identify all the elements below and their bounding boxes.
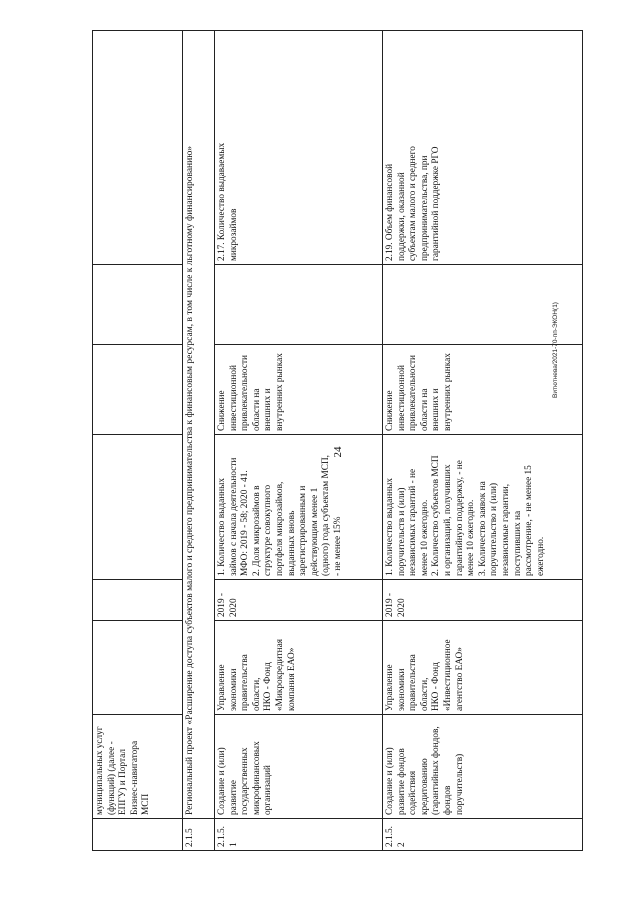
table-cell: муниципальных услуг (функций) (далее - ЕПГУ) и Портал Бизнес-навигатора МСП	[93, 715, 183, 819]
section-number: 2.1.5	[183, 819, 215, 851]
row-number: 2.1.5.2	[383, 819, 583, 851]
section-title: Региональный проект «Расширение доступа субъектов малого и среднего предпринимательства к финансовым ресурсам, в том числе к льготному финансированию»	[183, 31, 215, 819]
table-cell	[93, 435, 183, 580]
executor: Управление экономики правительства области, НКО - Фонд «Микрокредитная компания ЕАО»	[215, 621, 383, 715]
period: 2019 - 2020	[215, 580, 383, 621]
section-row	[183, 31, 215, 851]
footer-code: Витютнева/2021-70-пп-ЭКОН(1)	[552, 302, 559, 398]
table-row	[93, 31, 183, 851]
table-row	[383, 31, 583, 851]
table-cell	[93, 580, 183, 621]
expected-results: 1. Количество выданных поручительств и (или) независимых гарантий - не менее 10 ежегодно. 2. Количество субъектов МСП и организаций, получивших гарантийную поддержку, - не менее 10 ежегодно. 3. Количество заявок на поручительство и (или) независимые гарантии, поступивших на рассмотрение, - не менее 15 ежегодно.	[383, 435, 583, 580]
consequences: Снижение инвестиционной привлекательности области на внешних и внутренних рынках	[215, 345, 383, 435]
table-row	[215, 31, 383, 851]
table-cell	[383, 265, 583, 345]
executor: Управление экономики правительства области, НКО - Фонд «Инвестиционное агентство ЕАО»	[383, 621, 583, 715]
table-cell	[93, 819, 183, 851]
measures-table	[92, 30, 583, 851]
measure-name: Создание и (или) развитие государственных микрофинансовых организаций	[215, 715, 383, 819]
table-cell	[93, 345, 183, 435]
indicator: 2.17. Количество выдаваемых микрозаймов	[215, 31, 383, 265]
row-number: 2.1.5.1	[215, 819, 383, 851]
table-cell	[215, 265, 383, 345]
table-cell	[93, 621, 183, 715]
rotated-table-container	[92, 31, 582, 851]
period: 2019 - 2020	[383, 580, 583, 621]
table-cell	[93, 31, 183, 265]
table-cell	[93, 265, 183, 345]
measure-name: Создание и (или) развитие фондов содействия кредитованию (гарантийных фондов, фондов поручительств)	[383, 715, 583, 819]
consequences: Снижение инвестиционной привлекательности области на внешних и внутренних рынках	[383, 345, 583, 435]
indicator: 2.19. Объем финансовой поддержки, оказанной субъектам малого и среднего предпринимательства, при гарантийной поддержке РГО	[383, 31, 583, 265]
expected-results: 1. Количество выданных займов с начала деятельности МФО: 2019 - 58; 2020 - 41. 2. Доля микрозаймов в структуре совокупного портфеля микрозаймов, выданных вновь зарегистрированным и действующим менее 1 (одного) года субъектам МСП, - не менее 15%	[215, 435, 383, 580]
page-number: 24	[332, 446, 344, 458]
